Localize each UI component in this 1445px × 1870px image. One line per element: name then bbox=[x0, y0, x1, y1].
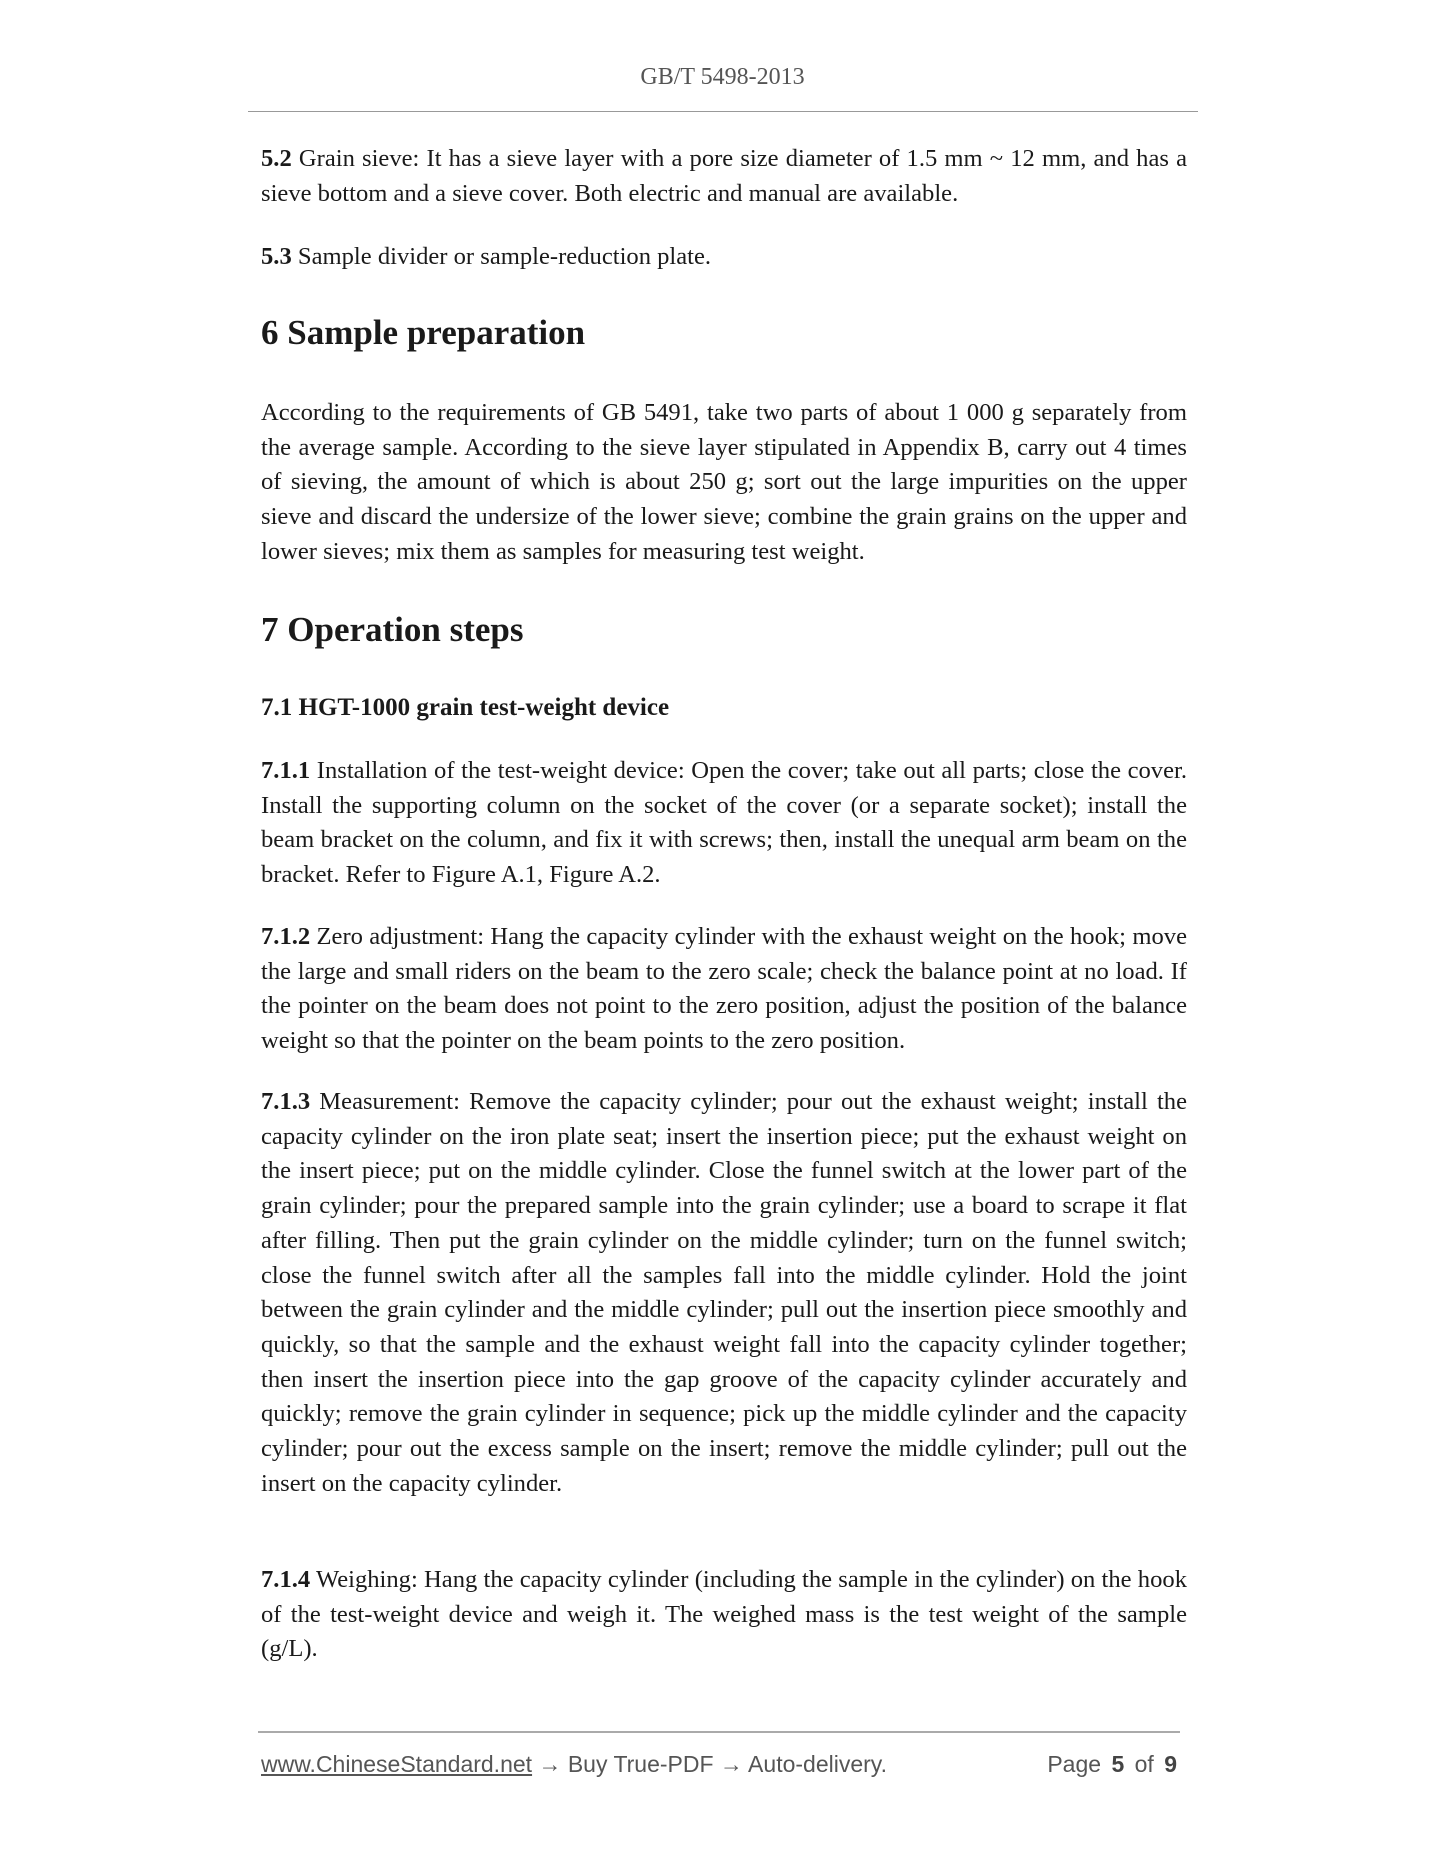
clause-text: Sample divider or sample-reduction plate. bbox=[291, 243, 712, 270]
paragraph-sample-preparation: According to the requirements of GB 5491, take two parts of about 1 000 g separately from the average sample. According to the sieve layer stipulated in Appendix B, carry out 4 times of sieving, the amount of which is about 250 g; sort out the large impurities on the upper sieve and discard the undersize of the lower sieve; combine the grain grains on the upper and lower sieves; mix them as samples for measuring test weight. bbox=[261, 399, 1187, 565]
clause-7-1-3 bbox=[261, 1085, 1187, 1501]
footer-divider bbox=[258, 1731, 1180, 1733]
clause-5-3 bbox=[261, 240, 1187, 275]
page-number: 5 bbox=[1111, 1751, 1125, 1777]
heading-operation-steps: 7 Operation steps bbox=[261, 610, 524, 649]
heading-7-1: 7.1 HGT-1000 grain test-weight device bbox=[261, 694, 670, 721]
clause-7-1-4 bbox=[261, 1563, 1187, 1667]
clause-number: 7.1.4 bbox=[261, 1566, 311, 1593]
footer-promo-text: → Buy True-PDF → Auto-delivery. bbox=[532, 1751, 887, 1777]
page-label: Page bbox=[1047, 1751, 1102, 1777]
website-link[interactable]: www.ChineseStandard.net bbox=[261, 1751, 533, 1777]
document-header: GB/T 5498-2013 bbox=[640, 64, 805, 90]
clause-number: 7.1.2 bbox=[261, 923, 311, 950]
page-total: 9 bbox=[1164, 1751, 1177, 1777]
clause-text: Measurement: Remove the capacity cylinder; pour out the exhaust weight; install the capacity cylinder on the iron plate seat; insert the insertion piece; put the exhaust weight on the insert piece; put on the middle cylinder. Close the funnel switch at the lower part of the grain cylinder; pour the prepared sample into the grain cylinder; use a board to scrape it flat after filling. Then put the grain cylinder on the middle cylinder; turn on the funnel switch; close the funnel switch after all the samples fall into the middle cylinder. Hold the joint between the grain cylinder and the middle cylinder; pull out the insertion piece smoothly and quickly, so that the sample and the exhaust weight fall into the capacity cylinder together; then insert the insertion piece into the gap groove of the capacity cylinder accurately and quickly; remove the grain cylinder in sequence; pick up the middle cylinder and the capacity cylinder; pour out the excess sample on the insert; remove the middle cylinder; pull out the insert on the capacity cylinder. bbox=[261, 1088, 1187, 1497]
of-label: of bbox=[1134, 1751, 1154, 1777]
clause-number: 7.1.3 bbox=[261, 1088, 311, 1115]
heading-sample-preparation: 6 Sample preparation bbox=[261, 313, 586, 352]
clause-7-1-1 bbox=[261, 754, 1187, 893]
footer-promo bbox=[261, 1751, 887, 1778]
clause-text: Zero adjustment: Hang the capacity cylinder with the exhaust weight on the hook; move the large and small riders on the beam to the zero scale; check the balance point at no load. If the pointer on the beam does not point to the zero position, adjust the position of the balance weight so that the pointer on the beam points to the zero position. bbox=[261, 923, 1187, 1055]
clause-number: 7.1.1 bbox=[261, 757, 311, 784]
clause-text: Grain sieve: It has a sieve layer with a pore size diameter of 1.5 mm ~ 12 mm, and has a sieve bottom and a sieve cover. Both electric and manual are available. bbox=[261, 145, 1187, 207]
page-indicator bbox=[1047, 1751, 1177, 1778]
clause-7-1-2 bbox=[261, 920, 1187, 1059]
clause-text: Installation of the test-weight device: Open the cover; take out all parts; close the cover. Install the supporting column on the socket of the cover (or a separate socket); install the beam bracket on the column, and fix it with screws; then, install the unequal arm beam on the bracket. Refer to Figure A.1, Figure A.2. bbox=[261, 757, 1187, 889]
clause-number: 5.3 bbox=[261, 243, 292, 270]
clause-text: Weighing: Hang the capacity cylinder (including the sample in the cylinder) on the hook of the test-weight device and weigh it. The weighed mass is the test weight of the sample (g/L). bbox=[261, 1566, 1187, 1663]
clause-number: 5.2 bbox=[261, 145, 292, 172]
header-divider bbox=[248, 111, 1198, 112]
clause-5-2 bbox=[261, 142, 1187, 211]
